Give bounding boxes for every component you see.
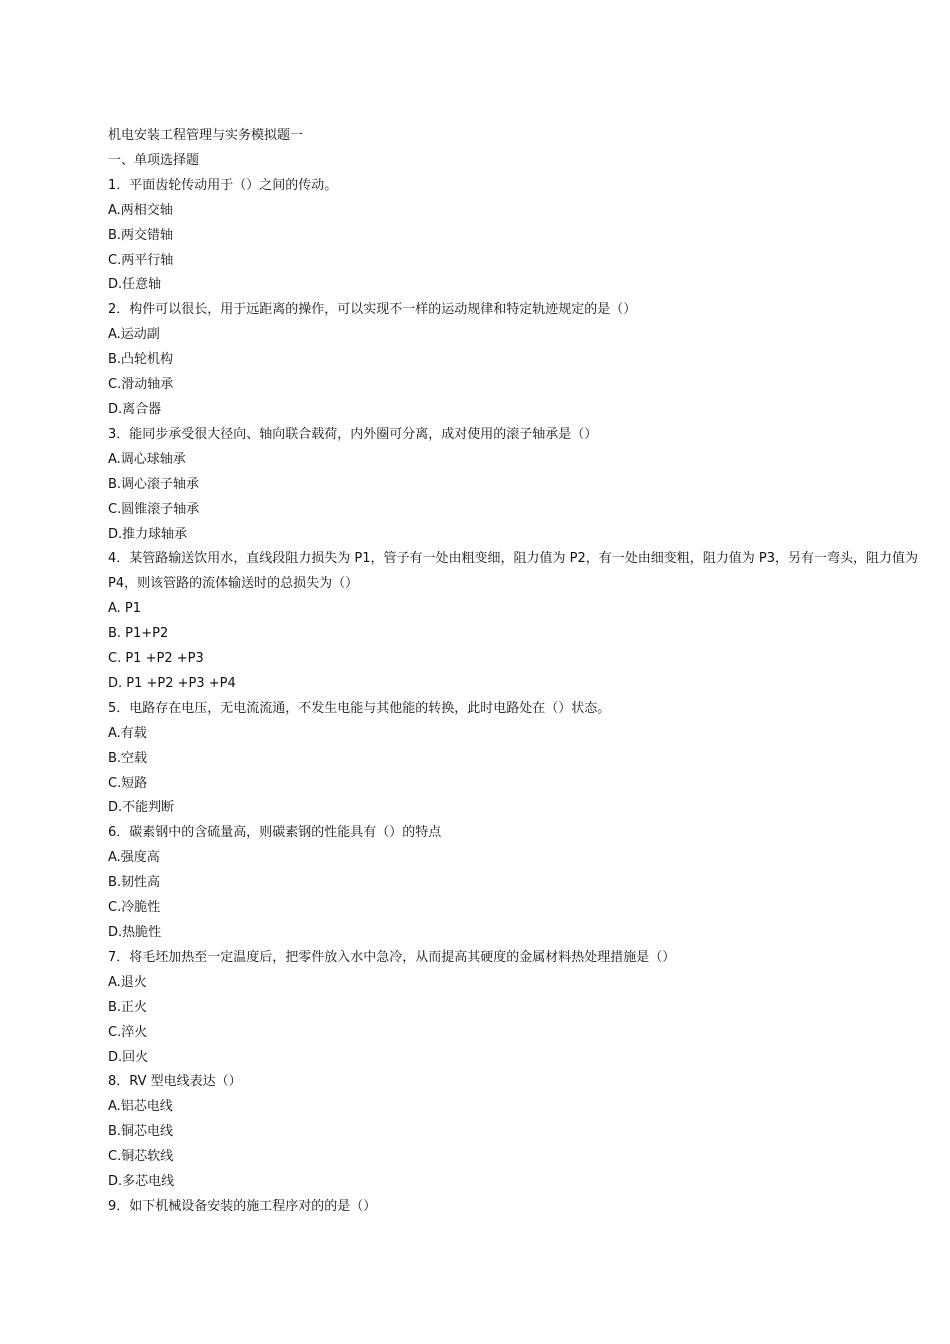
question-stem: 7．将毛坯加热至一定温度后，把零件放入水中急冷，从而提高其硬度的金属材料热处理措施是（） bbox=[108, 949, 676, 965]
question-stem: 8．RV 型电线表达（） bbox=[108, 1074, 242, 1090]
option-b: B.空载 bbox=[108, 750, 148, 766]
question-stem: 1．平面齿轮传动用于（）之间的传动。 bbox=[108, 177, 338, 193]
option-d: D.离合器 bbox=[108, 401, 162, 417]
option-b: B. P1+P2 bbox=[108, 626, 169, 642]
section-heading: 一、单项选择题 bbox=[108, 152, 200, 168]
question-4 bbox=[108, 547, 923, 696]
question-stem: 9．如下机械设备安装的施工程序对的的是（） bbox=[108, 1198, 377, 1214]
option-d: D.推力球轴承 bbox=[108, 526, 188, 542]
question-2 bbox=[108, 298, 923, 423]
option-a: A.退火 bbox=[108, 974, 147, 990]
option-c: C.圆锥滚子轴承 bbox=[108, 501, 200, 517]
question-6 bbox=[108, 821, 923, 946]
option-c: C.淬火 bbox=[108, 1024, 148, 1040]
question-stem: 5．电路存在电压，无电流流通，不发生电能与其他能的转换，此时电路处在（）状态。 bbox=[108, 700, 611, 716]
question-stem: 3．能同步承受很大径向、轴向联合载荷，内外圈可分离，成对使用的滚子轴承是（） bbox=[108, 426, 598, 442]
question-7 bbox=[108, 946, 923, 1071]
document-title: 机电安装工程管理与实务模拟题一 bbox=[108, 128, 304, 143]
option-b: B.凸轮机构 bbox=[108, 352, 174, 368]
option-d: D. P1 +P2 +P3 +P4 bbox=[108, 675, 236, 691]
question-9 bbox=[108, 1195, 923, 1220]
option-a: A.调心球轴承 bbox=[108, 451, 186, 467]
option-d: D.任意轴 bbox=[108, 277, 162, 293]
option-a: A.两相交轴 bbox=[108, 202, 173, 218]
option-c: C.两平行轴 bbox=[108, 252, 174, 268]
option-b: B.调心滚子轴承 bbox=[108, 476, 200, 492]
option-d: D.回火 bbox=[108, 1049, 149, 1065]
option-a: A.运动副 bbox=[108, 327, 160, 343]
option-c: C.滑动轴承 bbox=[108, 377, 174, 393]
option-b: B.铜芯电线 bbox=[108, 1124, 174, 1140]
option-c: C.冷脆性 bbox=[108, 900, 161, 916]
option-a: A.铝芯电线 bbox=[108, 1099, 173, 1115]
option-c: C.铜芯软线 bbox=[108, 1149, 174, 1165]
question-5 bbox=[108, 697, 923, 822]
document-page bbox=[108, 124, 923, 1220]
option-c: C. P1 +P2 +P3 bbox=[108, 651, 204, 667]
option-c: C.短路 bbox=[108, 775, 148, 791]
option-d: D.热脆性 bbox=[108, 925, 162, 940]
question-stem: 4．某管路输送饮用水，直线段阻力损失为 P1，管子有一处由粗变细，阻力值为 P2，有一处由细变粗，阻力值为 P3，另有一弯头，阻力值为 P4，则该管路的流体输送时的总损失为（） bbox=[108, 551, 918, 592]
option-b: B.正火 bbox=[108, 999, 148, 1015]
question-stem: 6．碳素钢中的含硫量高，则碳素钢的性能具有（）的特点 bbox=[108, 825, 442, 841]
option-a: A.有载 bbox=[108, 725, 147, 741]
option-a: A.强度高 bbox=[108, 850, 160, 866]
option-b: B.两交错轴 bbox=[108, 227, 174, 243]
option-d: D.多芯电线 bbox=[108, 1174, 175, 1190]
question-8 bbox=[108, 1070, 923, 1195]
question-3 bbox=[108, 423, 923, 548]
option-d: D.不能判断 bbox=[108, 800, 175, 816]
question-stem: 2．构件可以很长，用于远距离的操作，可以实现不一样的运动规律和特定轨迹规定的是（） bbox=[108, 302, 637, 318]
option-a: A. P1 bbox=[108, 601, 142, 617]
question-1 bbox=[108, 174, 923, 299]
option-b: B.韧性高 bbox=[108, 875, 161, 891]
